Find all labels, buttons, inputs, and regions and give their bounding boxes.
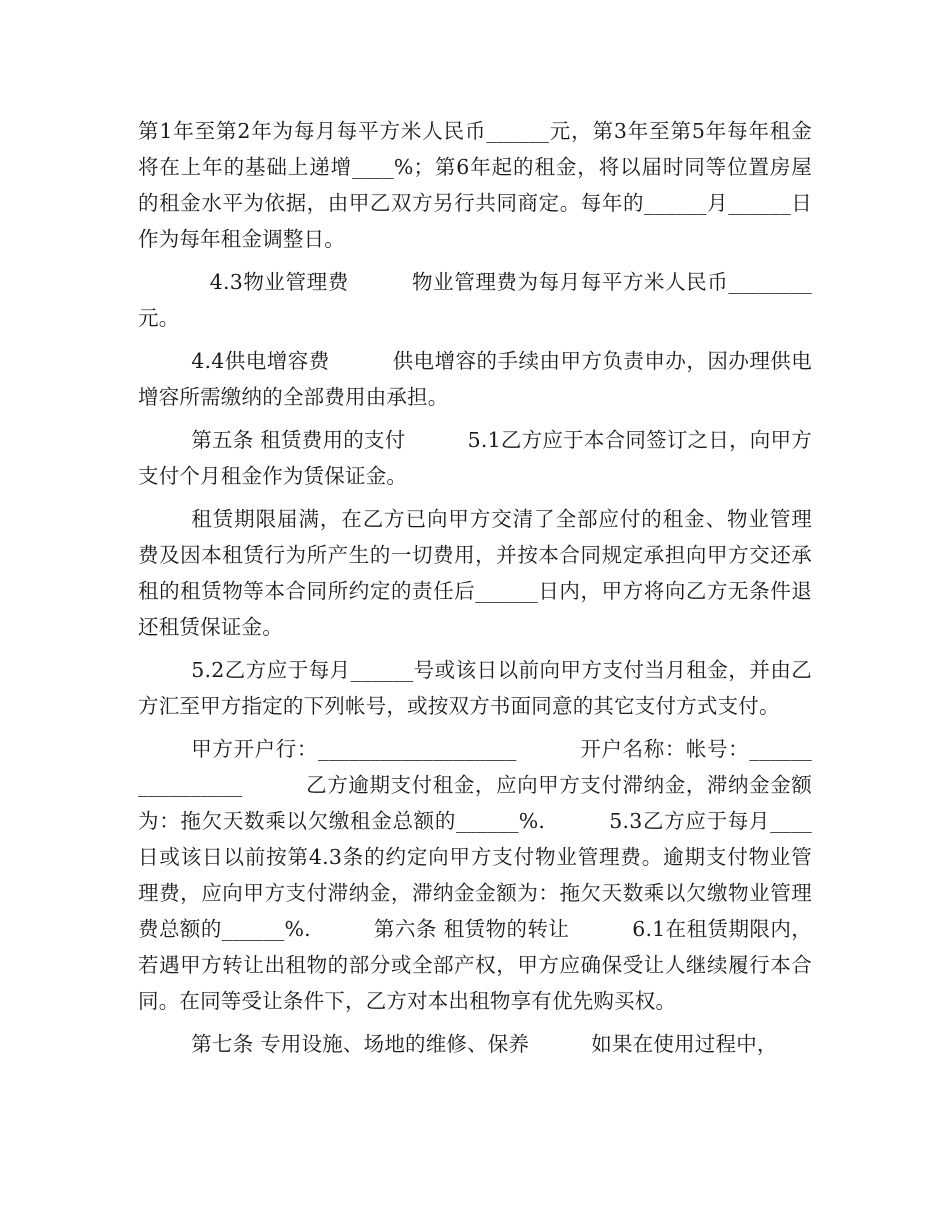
paragraph-property-management-fee: 4.3物业管理费 物业管理费为每月每平方米人民币________元。 — [138, 270, 812, 330]
paragraph-deposit-refund: 租赁期限届满，在乙方已向甲方交清了全部应付的租金、物业管理费及因本租赁行为所产生的一切费用，并按本合同规定承担向甲方交还承租的租赁物等本合同所约定的责任后______日内，甲方将向乙方无条件退还租赁保证金。 — [138, 507, 812, 639]
document-body — [138, 113, 812, 1069]
paragraph-article-seven-maintenance: 第七条 专用设施、场地的维修、保养 如果在使用过程中， — [191, 1032, 778, 1056]
paragraph-rent-schedule: 第1年至第2年为每月每平方米人民币______元，第3年至第5年每年租金将在上年的基础上递增____%；第6年起的租金，将以届时同等位置房屋的租金水平为依据，由甲乙双方另行共同商定。每年的______月______日作为每年租金调整日。 — [138, 119, 812, 251]
paragraph-power-capacity-fee: 4.4供电增容费 供电增容的手续由甲方负责申办，因办理供电增容所需缴纳的全部费用由承担。 — [138, 349, 812, 409]
paragraph-article-five-payment: 第五条 租赁费用的支付 5.1乙方应于本合同签订之日，向甲方支付个月租金作为赁保证金。 — [138, 428, 812, 488]
paragraph-bank-and-late-fees: 甲方开户行：___________________ 开户名称：帐号：________________ 乙方逾期支付租金，应向甲方支付滞纳金，滞纳金金额为：拖欠天数乘以欠缴租金总额的______%. 5.3乙方应于每月____日或该日以前按第4.3条的约定向甲方支付物业管理费。逾期支付物业管理费，应向甲方支付滞纳金，滞纳金金额为：拖欠天数乘以欠缴物业管理费总额的______%. 第六条 租赁物的转让 6.1在租赁期限内，若遇甲方转让出租物的部分或全部产权，甲方应确保受让人继续履行本合同。在同等受让条件下，乙方对本出租物享有优先购买权。 — [138, 737, 812, 1013]
paragraph-monthly-rent-payment: 5.2乙方应于每月______号或该日以前向甲方支付当月租金，并由乙方汇至甲方指定的下列帐号，或按双方书面同意的其它支付方式支付。 — [138, 658, 812, 718]
